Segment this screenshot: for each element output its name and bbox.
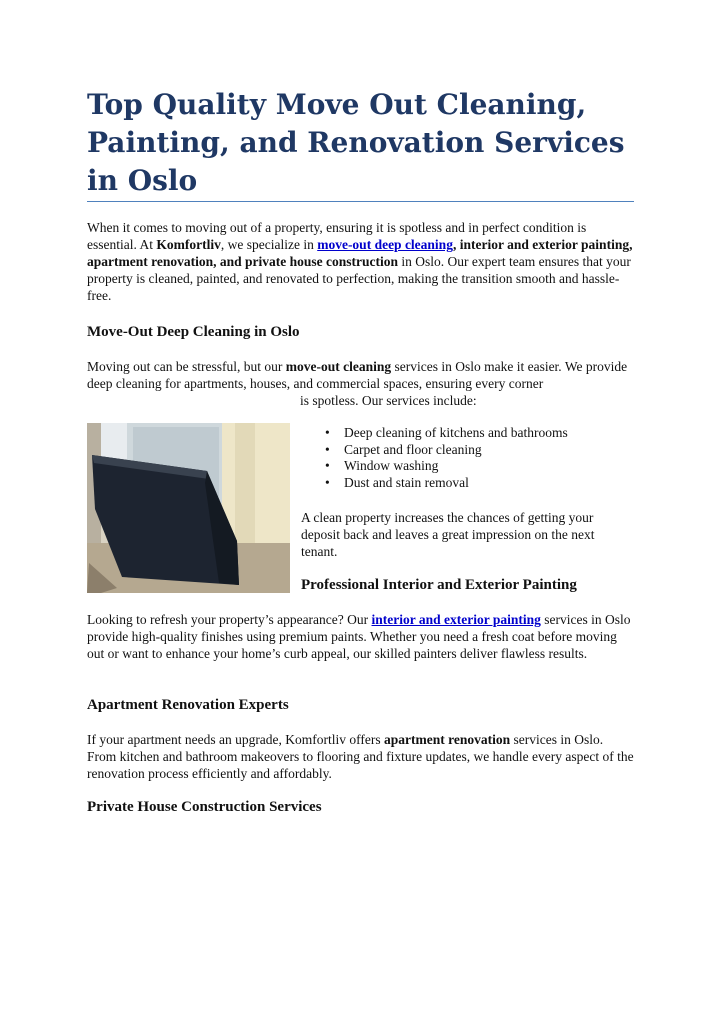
painting-paragraph: Looking to refresh your property’s appearance? Our interior and exterior painting services in Oslo provide high-quality finishes using premium paints. Whether you need a fresh coat before moving out or want to enhance your home’s curb appeal, our skilled painters deliver flawless results. [87,612,631,661]
heading-renovation: Apartment Renovation Experts [87,697,289,713]
move-out-cleaning-link[interactable]: move-out deep cleaning [317,237,453,252]
list-item: • Window washing [325,458,568,475]
cleaning-services-list [325,425,568,491]
heading-move-out-cleaning: Move-Out Deep Cleaning in Oslo [87,324,300,340]
title-divider [87,201,634,202]
renovation-paragraph: If your apartment needs an upgrade, Komfortliv offers apartment renovation services in Oslo. From kitchen and bathroom makeovers to flooring and fixture updates, we handle every aspect of the renovation process efficiently and affordably. [87,732,634,781]
cleaning-paragraph-end: is spotless. Our services include: [300,393,477,408]
heading-construction: Private House Construction Services [87,799,322,815]
cleaning-paragraph: Moving out can be stressful, but our move-out cleaning services in Oslo make it easier. We provide deep cleaning for apartments, houses, and commercial spaces, ensuring every corner [87,359,628,391]
list-item: • Deep cleaning of kitchens and bathrooms [325,425,568,442]
painting-link[interactable]: interior and exterior painting [371,612,541,627]
list-item: • Dust and stain removal [325,475,568,492]
deposit-paragraph: A clean property increases the chances of getting your deposit back and leaves a great impression on the next tenant. [301,510,595,559]
heading-painting: Professional Interior and Exterior Painting [301,577,577,593]
list-item: • Carpet and floor cleaning [325,442,568,459]
page-title: Top Quality Move Out Cleaning, Painting, and Renovation Services in Oslo [87,88,625,197]
intro-paragraph: When it comes to moving out of a property, ensuring it is spotless and in perfect condition is essential. At Komfortliv, we specialize in move-out deep cleaning, interior and exterior painting, apartment renovation, and private house construction in Oslo. Our expert team ensures that your property is cleaned, painted, and renovated to perfection, making the transition smooth and hassle-free. [87,220,633,303]
window-sill-photo [87,423,290,593]
brand-name: Komfortliv [156,237,221,252]
